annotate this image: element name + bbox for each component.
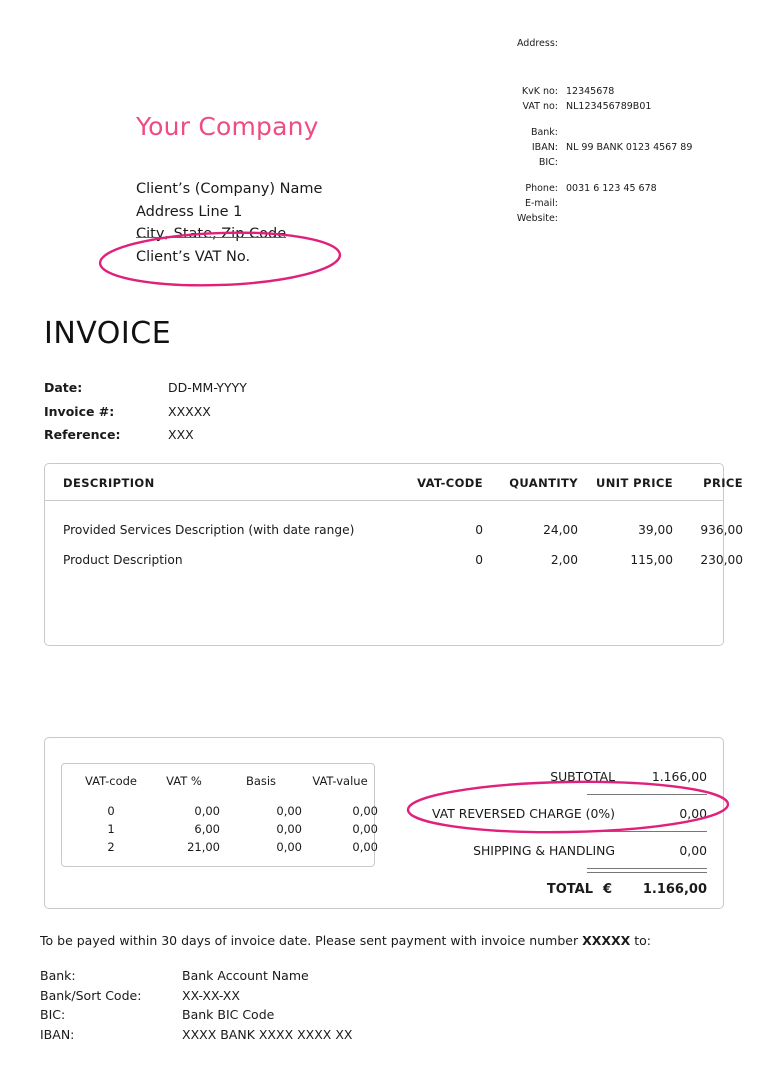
vatno-label: VAT no: xyxy=(522,101,558,112)
iban-value: XXXX BANK XXXX XXXX XX xyxy=(182,1026,353,1042)
vat-reversed-value: 0,00 xyxy=(679,805,707,821)
spacer xyxy=(500,51,760,62)
column-header-description: DESCRIPTION xyxy=(63,476,155,490)
bank-label: Bank: xyxy=(530,127,558,138)
bank-label: Bank: xyxy=(40,968,76,983)
invoice-number-label: Invoice #: xyxy=(44,403,115,419)
column-header-vat-code: VAT-CODE xyxy=(417,476,483,490)
cell-vat-value: 0,00 xyxy=(352,804,378,818)
vat-table-row xyxy=(74,820,378,838)
subtotal-row xyxy=(377,758,707,794)
vat-table-row xyxy=(74,838,378,856)
client-line: City, State, Zip Code xyxy=(136,226,287,242)
line-items-table xyxy=(44,463,743,646)
vat-reversed-label: VAT REVERSED CHARGE (0%) xyxy=(432,805,615,821)
cell-description: Product Description xyxy=(63,553,183,567)
invoice-meta xyxy=(44,376,247,447)
table-row xyxy=(63,515,743,545)
iban-label: IBAN: xyxy=(40,1026,75,1042)
bank-value xyxy=(566,125,760,140)
email-label: E-mail: xyxy=(525,198,558,209)
cell-vat-value: 0,00 xyxy=(352,822,378,836)
cell-vat-code: 0 xyxy=(107,804,115,818)
column-header-unit-price: UNIT PRICE xyxy=(596,476,673,490)
column-header-vat-percent: VAT % xyxy=(166,774,202,788)
spacer xyxy=(500,62,760,73)
reference-value: XXX xyxy=(168,427,194,442)
vatno-value: NL123456789B01 xyxy=(566,101,652,112)
kvk-label: KvK no: xyxy=(521,86,558,97)
column-header-vat-code: VAT-code xyxy=(85,774,137,788)
subtotal-value: 1.166,00 xyxy=(651,768,707,784)
website-value xyxy=(566,211,760,226)
bank-detail-row xyxy=(40,1025,352,1045)
cell-vat-code: 0 xyxy=(475,553,483,567)
vat-table-row xyxy=(74,802,378,820)
vat-reversed-row xyxy=(377,795,707,831)
totals-summary xyxy=(377,758,707,905)
vat-table-header-row xyxy=(74,774,368,802)
invoice-meta-row xyxy=(44,400,247,424)
kvk-row xyxy=(500,84,760,114)
kvk-value: 12345678 xyxy=(566,86,615,97)
payment-note xyxy=(40,933,651,948)
table-row xyxy=(63,545,743,575)
bank-detail-row xyxy=(40,966,352,986)
shipping-label: SHIPPING & HANDLING xyxy=(473,842,615,858)
cell-vat-code: 1 xyxy=(107,822,115,836)
reference-label: Reference: xyxy=(44,427,121,442)
client-address-block xyxy=(136,178,322,268)
cell-unit-price: 115,00 xyxy=(630,553,673,567)
client-line: Client’s (Company) Name xyxy=(136,181,323,197)
bank-detail-row xyxy=(40,986,352,1006)
bic-value: Bank BIC Code xyxy=(182,1007,275,1022)
table-body xyxy=(45,501,743,645)
cell-price: 936,00 xyxy=(700,523,743,537)
client-vat-line: Client’s VAT No. xyxy=(136,248,251,265)
cell-unit-price: 39,00 xyxy=(638,523,673,537)
client-line: Address Line 1 xyxy=(136,203,243,220)
shipping-row xyxy=(377,832,707,868)
website-label: Website: xyxy=(516,213,558,224)
address-row xyxy=(500,36,760,51)
table-header-row xyxy=(45,464,743,501)
bank-details-block xyxy=(40,966,352,1044)
spacer xyxy=(500,170,760,181)
payment-note-suffix: to: xyxy=(630,933,651,948)
iban-label: IBAN: xyxy=(531,142,558,153)
total-currency: € xyxy=(603,881,613,897)
column-header-quantity: QUANTITY xyxy=(509,476,578,490)
bic-label: BIC: xyxy=(538,157,558,168)
column-header-basis: Basis xyxy=(245,774,277,788)
invoice-meta-row xyxy=(44,423,247,447)
spacer xyxy=(500,114,760,125)
cell-vat-code: 0 xyxy=(475,523,483,537)
cell-vat-percent: 0,00 xyxy=(194,804,220,818)
cell-description: Provided Services Description (with date range) xyxy=(63,523,355,537)
page-title: INVOICE xyxy=(44,316,172,351)
invoice-number-value: XXXXX xyxy=(168,403,211,419)
bic-label: BIC: xyxy=(40,1007,66,1022)
date-value: DD-MM-YYYY xyxy=(168,380,247,395)
total-row xyxy=(377,873,707,905)
phone-value: 0031 6 123 45 678 xyxy=(566,183,657,194)
cell-price: 230,00 xyxy=(700,553,743,567)
spacer xyxy=(500,73,760,84)
phone-label: Phone: xyxy=(525,183,558,194)
cell-vat-percent: 21,00 xyxy=(187,840,220,854)
email-value xyxy=(566,196,760,211)
invoice-meta-row xyxy=(44,376,247,400)
date-label: Date: xyxy=(44,380,83,395)
column-header-price: PRICE xyxy=(703,476,743,490)
company-details-block xyxy=(500,36,760,226)
sort-code-label: Bank/Sort Code: xyxy=(40,987,142,1003)
cell-vat-percent: 6,00 xyxy=(194,822,220,836)
payment-note-invoice-number: XXXXX xyxy=(582,933,631,948)
cell-basis: 0,00 xyxy=(276,840,302,854)
contact-rows xyxy=(500,181,760,226)
payment-note-prefix: To be payed within 30 days of invoice date. Please sent payment with invoice number xyxy=(40,933,583,948)
annotation-strikethrough-city-line xyxy=(136,237,286,238)
sort-code-value: XX-XX-XX xyxy=(182,987,240,1003)
column-header-vat-value: VAT-value xyxy=(312,774,368,788)
iban-value: NL 99 BANK 0123 4567 89 xyxy=(566,142,693,153)
company-name: Your Company xyxy=(136,112,319,141)
bank-value: Bank Account Name xyxy=(182,968,309,983)
totals-card xyxy=(44,737,724,909)
cell-basis: 0,00 xyxy=(276,804,302,818)
bic-value xyxy=(566,155,760,170)
vat-breakdown-table xyxy=(61,763,378,867)
cell-basis: 0,00 xyxy=(276,822,302,836)
bank-detail-row xyxy=(40,1005,352,1025)
shipping-value: 0,00 xyxy=(679,842,707,858)
cell-vat-code: 2 xyxy=(107,840,115,854)
cell-quantity: 2,00 xyxy=(550,553,578,567)
total-value: 1.166,00 xyxy=(642,881,707,897)
address-value xyxy=(566,36,760,51)
cell-vat-value: 0,00 xyxy=(352,840,378,854)
address-label: Address: xyxy=(516,38,558,49)
cell-quantity: 24,00 xyxy=(543,523,578,537)
bank-rows xyxy=(500,125,760,170)
subtotal-label: SUBTOTAL xyxy=(550,768,615,784)
total-label: TOTAL xyxy=(546,881,593,897)
